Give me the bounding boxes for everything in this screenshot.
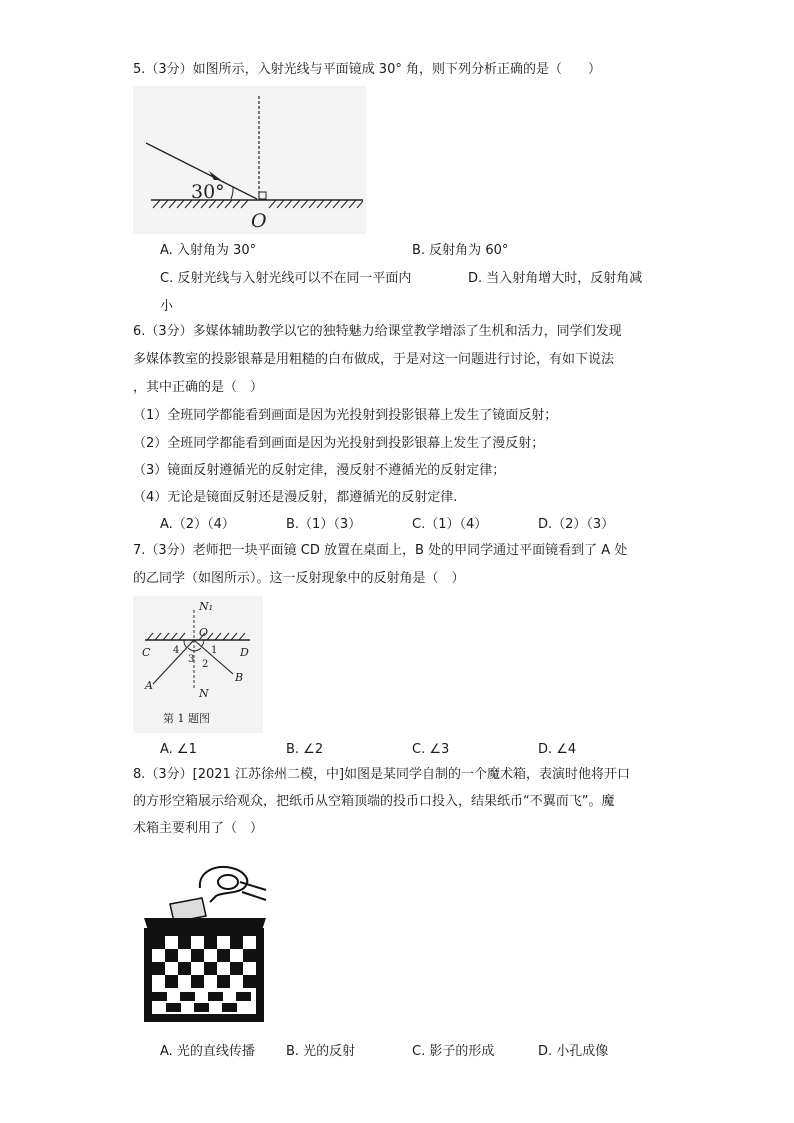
q6-option-d[interactable]: D.（2）（3） [538,517,615,532]
q7-option-d[interactable]: D. ∠4 [538,742,577,757]
q5-option-b[interactable]: B. 反射角为 60° [412,243,509,258]
q6-statement-1: （1）全班同学都能看到画面是因为光投射到投影银幕上发生了镜面反射； [133,408,558,423]
q6-statement-3: （3）镜面反射遵循光的反射定律，漫反射不遵循光的反射定律； [133,463,506,478]
q7-stem-line-2: 的乙同学（如图所示）。这一反射现象中的反射角是（ ） [133,571,465,586]
q6-statement-2: （2）全班同学都能看到画面是因为光投射到投影银幕上发生了漫反射； [133,436,545,451]
q6-stem-line-3: ，其中正确的是（ ） [133,380,264,395]
q7-stem-line-1: 7.（3分）老师把一块平面镜 CD 放置在桌面上，B 处的甲同学通过平面镜看到了 A 处 [133,543,628,558]
q8-option-c[interactable]: C. 影子的形成 [412,1044,495,1059]
svg-text:C: C [142,646,151,659]
q6-stem-line-1: 6.（3分）多媒体辅助教学以它的独特魅力给课堂教学增添了生机和活力，同学们发现 [133,324,622,339]
q7-option-a[interactable]: A. ∠1 [160,742,197,757]
q7-mirror-figure [133,596,263,733]
svg-text:N₁: N₁ [199,600,214,613]
q6-option-b[interactable]: B.（1）（3） [286,517,362,532]
q6-stem-line-2: 多媒体教室的投影银幕是用粗糙的白布做成，于是对这一问题进行讨论，有如下说法 [133,352,615,367]
q5-option-c[interactable]: C. 反射光线与入射光线可以不在同一平面内 [160,271,412,286]
q6-option-c[interactable]: C.（1）（4） [412,517,488,532]
q8-option-b[interactable]: B. 光的反射 [286,1044,356,1059]
q5-option-a[interactable]: A. 入射角为 30° [160,243,257,258]
svg-text:1: 1 [211,645,218,656]
svg-text:D: D [240,646,249,659]
q7-option-c[interactable]: C. ∠3 [412,742,450,757]
q6-statement-4: （4）无论是镜面反射还是漫反射，都遵循光的反射定律. [133,490,458,505]
magic-box-figure [140,852,270,1027]
q5-mirror-figure [133,86,366,234]
q8-option-a[interactable]: A. 光的直线传播 [160,1044,255,1059]
svg-text:3: 3 [188,654,195,665]
q6-option-a[interactable]: A.（2）（4） [160,517,235,532]
svg-text:A: A [145,679,153,692]
q5-option-d-continued: 小 [160,299,174,314]
q5-option-d[interactable]: D. 当入射角增大时，反射角减 [468,271,643,286]
svg-text:N: N [199,687,209,700]
q7-figure-caption: 第 1 题图 [163,712,210,725]
svg-text:4: 4 [173,645,180,656]
angle-label: 30° [191,181,225,203]
svg-text:B: B [235,671,244,684]
q5-stem: 5.（3分）如图所示，入射光线与平面镜成 30° 角，则下列分析正确的是（ ） [133,62,601,77]
svg-text:O: O [199,626,209,639]
point-o-label: O [251,210,267,232]
q8-stem-line-2: 的方形空箱展示给观众，把纸币从空箱顶端的投币口投入，结果纸币“不翼而飞”。魔 [133,794,615,809]
svg-text:2: 2 [202,659,209,670]
q8-stem-line-3: 术箱主要利用了（ ） [133,821,264,836]
q7-option-b[interactable]: B. ∠2 [286,742,324,757]
q8-stem-line-1: 8.（3分）[2021 江苏徐州二模，中]如图是某同学自制的一个魔术箱，表演时他将开口 [133,767,631,782]
q8-option-d[interactable]: D. 小孔成像 [538,1044,609,1059]
